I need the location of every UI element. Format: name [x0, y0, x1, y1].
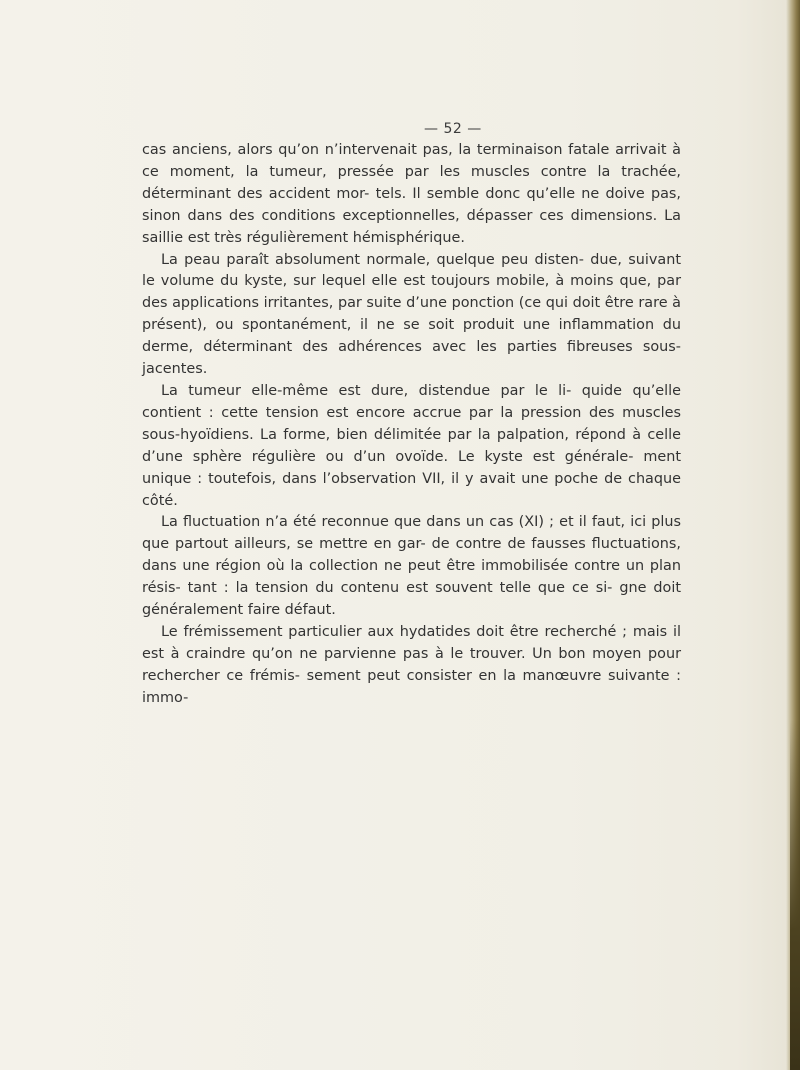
paragraph-2: La peau paraît absolument normale, quelque peu disten- due, suivant le volume du kyste, sur lequel elle est toujours mobile, à moins que, par des applications irritantes, par suite d’une ponction (ce qui doit être rare à présent), ou spontanément, il ne se soit produit une inflammation du derme, déterminant des adhérences avec les parties fibreuses sous-jacentes.	[142, 251, 681, 378]
paragraph-1: cas anciens, alors qu’on n’intervenait pas, la terminaison fatale arrivait à ce moment, la tumeur, pressée par les muscles contre la trachée, déterminant des accident mor- tels. Il semble donc qu’elle ne doive pas, sinon dans des conditions exceptionnelles, dépasser ces dimensions. La saillie est très régulièrement hémisphérique.	[142, 142, 681, 246]
paragraph-3: La tumeur elle-même est dure, distendue par le li- quide qu’elle contient : cette tension est encore accrue par la pression des muscles sous-hyoïdiens. La forme, bien délimitée par la palpation, répond à celle d’une sphère régulière ou d’un ovoïde. Le kyste est générale- ment unique : toutefois, dans l’observation VII, il y avait une poche de chaque côté.	[142, 382, 681, 509]
page-edge-shadow-dark	[790, 720, 800, 1070]
page-number: — 52 —	[424, 121, 482, 137]
body-text	[142, 140, 681, 710]
paragraph-4: La fluctuation n’a été reconnue que dans un cas (XI) ; et il faut, ici plus que partout ailleurs, se mettre en gar- de contre de fausses fluctuations, dans une région où la collection ne peut être immobilisée contre un plan résis- tant : la tension du contenu est souvent telle que ce si- gne doit généralement faire défaut.	[142, 514, 681, 619]
paragraph-5: Le frémissement particulier aux hydatides doit être recherché ; mais il est à craindre qu’on ne parvienne pas à le trouver. Un bon moyen pour rechercher ce frémis- sement peut consister en la manœuvre suivante : immo-	[142, 623, 681, 706]
